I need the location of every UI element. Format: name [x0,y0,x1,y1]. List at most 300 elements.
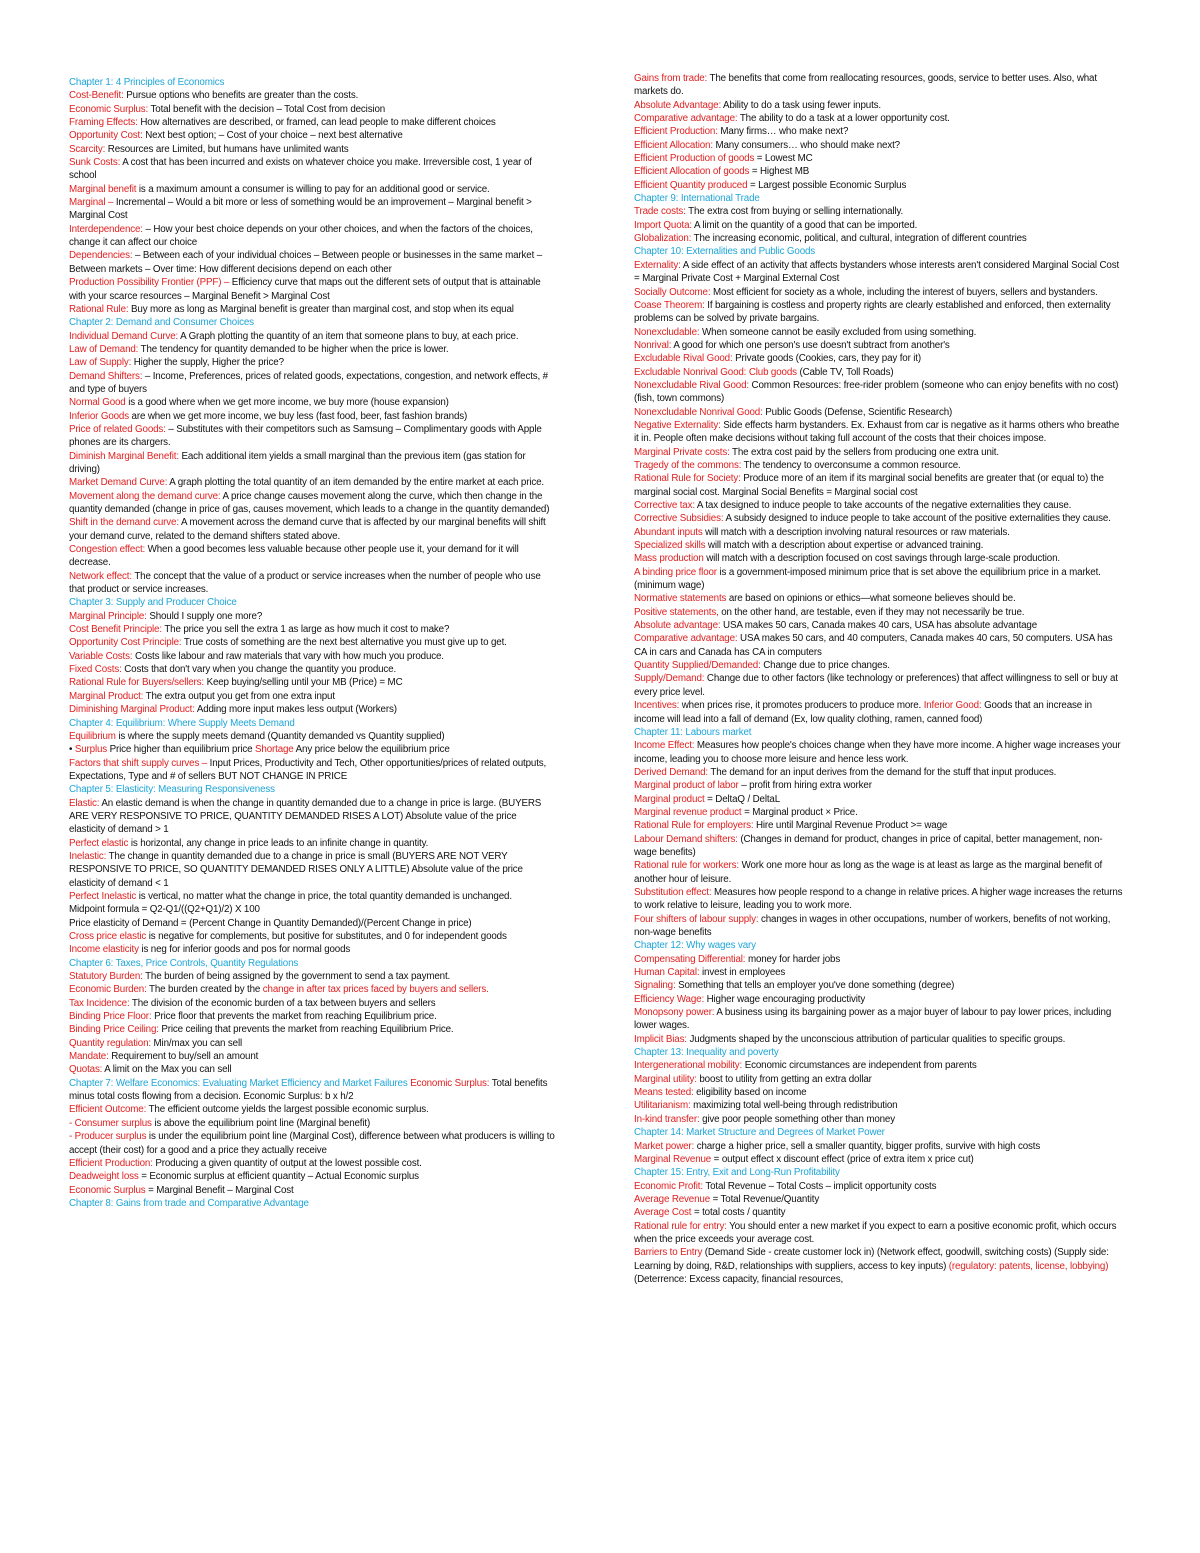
definition-text: The extra output you get from one extra input [143,690,335,702]
chapter-heading [69,316,555,329]
heading-text: Chapter 2: Demand and Consumer Choices [69,317,254,329]
definition-text: – profit from hiring extra worker [738,780,872,792]
term: Marginal Principle: [69,610,147,622]
term: Coase Theorem: [634,299,705,311]
note-entry [634,1246,1124,1286]
definition-text: Min/max you can sell [150,1037,243,1049]
definition-text: will match with a description about expertise or advanced training. [705,540,984,552]
heading-text: Chapter 4: Equilibrium: Where Supply Meets Demand [69,717,295,729]
note-entry [634,1206,1124,1219]
definition-text: Total benefit with the decision – Total Cost from decision [148,103,386,115]
term: Absolute Advantage: [634,99,722,111]
term: Incentives: [634,700,680,712]
note-entry [634,125,1124,138]
definition-text: The demand for an input derives from the demand for the stuff that input produces. [707,766,1057,778]
note-entry [69,997,555,1010]
term: Rational Rule for Buyers/sellers: [69,677,204,689]
term: Shortage [255,744,294,756]
term: Individual Demand Curve: [69,330,179,342]
definition-text: is where the supply meets demand (Quantity demanded vs Quantity supplied) [115,730,445,742]
term: change in after tax prices faced by buyers and sellers. [262,984,489,996]
definition-text: Price floor that prevents the market from reaching Equilibrium price. [151,1011,437,1023]
note-entry [69,1117,555,1130]
term: Trade costs: [634,206,686,218]
term: Elastic: [69,797,100,809]
note-entry [69,917,555,930]
term: Means tested: [634,1087,694,1099]
term: Monopsony power: [634,1007,715,1019]
definition-text: – Substitutes with their competitors such as Samsung – Complimentary goods with Apple phones are its chargers. [69,423,542,449]
term: Gains from trade: [634,73,708,84]
note-entry [69,943,555,956]
definition-text: – Between each of your individual choices – Between people or businesses in the same market – Between markets – Over time: How different decisions depend on each other [69,250,543,275]
term: Supply/Demand: [634,673,705,685]
note-entry [634,352,1124,365]
definition-text: is a government-imposed minimum price that is set above the equilibrium price in a market. (minimum wage) [634,566,1101,592]
note-entry [634,1220,1124,1247]
definition-text: If bargaining is costless and property rights are clearly established and enforced, then externality problems can be solved by private bargains. [634,299,1111,325]
definition-text: The concept that the value of a product or service increases when the number of people who use that product or service increases. [69,570,541,596]
term: Network effect: [69,570,132,582]
definition-text: Total benefits minus total costs flowing from a decision. Economic Surplus: b x h/2 [69,1077,548,1103]
note-entry [634,913,1124,940]
definition-text: = Marginal product × Price. [741,806,858,818]
term: Efficient Outcome: [69,1104,147,1116]
term: Externality: [634,259,681,271]
chapter-heading [69,957,555,970]
definition-text: The extra cost paid by the sellers from producing one extra unit. [729,446,999,458]
term: Binding Price Floor: [69,1011,152,1023]
term: Implicit Bias: [634,1033,687,1045]
definition-text: on the other hand, are testable, even if they may not necessarily be true. [718,606,1025,618]
note-entry [634,766,1124,779]
note-entry [634,566,1124,593]
definition-text: maximizing total well-being through redistribution [690,1100,898,1112]
chapter-heading [634,245,1124,258]
heading-text: Chapter 9: International Trade [634,193,760,205]
note-entry [69,129,555,142]
term: Specialized skills [634,540,706,552]
term: Marginal revenue product [634,806,742,818]
definition-text: The division of the economic burden of a tax between buyers and sellers [129,997,436,1009]
heading-text: Chapter 14: Market Structure and Degrees of Market Power [634,1127,885,1139]
term: Mandate: [69,1051,109,1063]
term: In-kind transfer: [634,1113,700,1125]
definition-text: when prices rise, it promotes producers to produce more. [679,700,924,712]
definition-text: Price elasticity of Demand = (Percent Change in Quantity Demanded)/(Percent Change in price) [69,917,472,929]
chapter-heading [634,1166,1124,1179]
term: Excludable Rival Good: [634,353,733,365]
definition-text: Each additional item yields a small marginal than the previous item (gas station for driving) [69,450,526,475]
definition-text: changes in wages in other occupations, number of workers, benefits of not working, non-wage benefits [634,913,1111,938]
term: Interdependence: [69,223,143,235]
term: Corrective tax: [634,500,695,511]
note-entry [634,1140,1124,1153]
note-entry [634,512,1124,525]
left-column [69,76,555,1210]
definition-text: A movement across the demand curve that is affected by our marginal benefits will shift your demand curve, related to the demand shifters stated above. [69,517,546,542]
term: Comparative advantage: [634,113,738,125]
term: Price of related Goods: [69,423,166,435]
definition-text: Many firms… who make next? [717,126,849,138]
term: Opportunity Cost Principle: [69,637,182,649]
definition-text: = Lowest MC [754,153,813,165]
definition-text: The benefits that come from reallocating resources, goods, service to better uses. Also, what markets do. [634,73,1097,98]
note-entry [69,663,555,676]
definition-text: is a good where when we get more income, we buy more (house expansion) [125,397,449,409]
note-entry [634,1180,1124,1193]
note-entry [634,232,1124,245]
note-entry [69,450,555,477]
term: Marginal Revenue [634,1153,712,1165]
definition-text: A price change causes movement along the curve, which then change in the quantity demanded (change in price of gas, causes movement, which leads to a change in the quantity demanded) [69,490,550,515]
note-entry [69,757,555,784]
term: Negative Externality: [634,419,721,431]
definition-text: are based on opinions or ethics—what someone believes should be. [726,593,1016,605]
note-entry [69,890,555,903]
note-entry [69,183,555,196]
definition-text: Efficiency curve that maps out the different sets of output that is attainable with your scarce resources – Marginal Benefit > Marginal Cost [69,277,541,302]
note-entry [634,72,1124,99]
definition-text: Many consumers… who should make next? [712,139,900,151]
chapter-heading [69,783,555,796]
heading-text: Chapter 12: Why wages vary [634,940,756,952]
term: Shift in the demand curve: [69,517,179,529]
definition-text: Next best option; – Cost of your choice – next best alternative [142,130,403,142]
definition-text: The price you sell the extra 1 as large as how much it cost to make? [161,624,450,636]
note-entry [69,636,555,649]
term: Income Effect: [634,740,695,752]
definition-text: is a maximum amount a consumer is willing to pay for an additional good or service. [136,183,490,195]
note-entry [69,850,555,890]
term: Inferior Good: [923,700,982,712]
note-entry [634,219,1124,232]
note-entry [634,619,1124,632]
definition-text: Ability to do a task using fewer inputs. [721,99,881,111]
definition-text: The tendency for quantity demanded to be higher when the price is lower. [138,343,449,355]
definition-text: = Total Revenue/Quantity [710,1193,820,1205]
definition-text: A graph plotting the total quantity of an item demanded by the entire market at each price. [167,477,544,489]
term: Average Cost [634,1207,692,1219]
term: Quantity regulation: [69,1037,151,1049]
definition-text: (Deterrence: Excess capacity, financial resources, [634,1273,844,1285]
term: Intergenerational mobility: [634,1060,743,1072]
definition-text: = DeltaQ / DeltaL [704,793,781,805]
chapter-heading [69,1197,555,1210]
term: Barriers to Entry [634,1247,703,1259]
definition-text: A Graph plotting the quantity of an item that someone plans to buy, at each price. [178,330,519,342]
note-entry [634,339,1124,352]
note-entry [69,703,555,716]
term: Labour Demand shifters: [634,833,738,845]
term: Inferior Goods [69,410,129,422]
definition-text: • [69,744,75,756]
definition-text: boost to utility from getting an extra dollar [696,1073,872,1085]
term: Scarcity: [69,143,106,155]
note-entry [634,1099,1124,1112]
term: Efficient Production: [634,126,718,138]
note-entry [634,446,1124,459]
note-entry [69,1130,555,1157]
definition-text: Common Resources: free-rider problem (someone who can enjoy benefits with no cost) (fish, town commons) [634,379,1119,405]
definition-text: Something that tells an employer you've done something (degree) [675,980,955,992]
term: Perfect Inelastic [69,890,137,902]
note-entry [634,99,1124,112]
definition-text: Higher the supply, Higher the price? [131,357,284,369]
definition-text: eligibility based on income [693,1087,807,1099]
definition-text: Midpoint formula = Q2-Q1/((Q2+Q1)/2) X 100 [69,904,260,916]
term: Economic Surplus: [410,1077,490,1089]
note-entry [634,1059,1124,1072]
definition-text: Measures how people respond to a change in relative prices. A higher wage increases the returns to work relative to leisure, leading you to work more. [634,886,1123,912]
definition-text: is under the equilibrium point line (Marginal Cost), difference between what producers is willing to accept (their cost) for a good and a price they actually receive [69,1131,555,1156]
note-entry [634,1153,1124,1166]
definition-text: The extra cost from buying or selling internationally. [685,206,904,218]
note-entry [69,1103,555,1116]
term: Fixed Costs: [69,664,122,676]
note-entry [634,286,1124,299]
definition-text: The burden of being assigned by the government to send a tax payment. [142,971,451,983]
note-entry [634,379,1124,406]
note-entry [634,152,1124,165]
heading-text: Chapter 10: Externalities and Public Goods [634,246,816,258]
note-entry [69,970,555,983]
note-entry [634,659,1124,672]
term: Nonexcludable Rival Good: [634,379,749,391]
note-entry [69,1050,555,1063]
definition-text: will match with a description focused on cost savings through large-scale production. [703,553,1060,565]
term: Diminish Marginal Benefit: [69,450,179,462]
term: Four shifters of labour supply: [634,913,759,925]
note-entry [69,690,555,703]
note-entry [634,1193,1124,1206]
note-entry [69,570,555,597]
note-entry [634,886,1124,913]
heading-text: Chapter 8: Gains from trade and Comparative Advantage [69,1197,309,1209]
note-entry [634,539,1124,552]
note-entry [634,966,1124,979]
term: Rational rule for workers: [634,860,739,872]
definition-text: Incremental – Would a bit more or less of something would be an improvement – Marginal benefit > Marginal Cost [69,197,532,222]
note-entry [634,1086,1124,1099]
definition-text: A limit on the Max you can sell [102,1064,232,1076]
term: Efficient Production of goods [634,153,755,165]
term: Surplus [74,744,108,756]
note-entry [69,837,555,850]
definition-text: Keep buying/selling until your MB (Price) = MC [204,677,403,689]
term: Marginal product [634,793,705,805]
term: Average Revenue [634,1193,711,1205]
note-entry [69,516,555,543]
definition-text: Requirement to buy/sell an amount [108,1051,259,1063]
term: Tragedy of the commons: [634,459,742,471]
definition-text: Input Prices, Productivity and Tech, Other opportunities/prices of related outputs, Expectations, Type and # of sellers BUT NOT CHANGE IN PRICE [69,757,547,782]
definition-text: An elastic demand is when the change in quantity demanded due to a change in price is large. (BUYERS ARE VERY RESPONSIVE TO PRICE, QUANTITY DEMANDED RISES A LOT) Absolute value of the price elasticity of demand > 1 [69,797,542,836]
note-entry [69,423,555,450]
note-entry [69,370,555,397]
term: Inelastic: [69,850,107,862]
definition-text: Most efficient for society as a whole, including the interest of buyers, sellers and bystanders. [710,286,1098,298]
definition-text: = Economic surplus at efficient quantity – Actual Economic surplus [138,1171,419,1183]
term: Globalization: [634,233,692,245]
term: Signaling: [634,980,676,992]
definition-text: A cost that has been incurred and exists on whatever choice you make. Irreversible cost, 1 year of school [69,157,532,182]
chapter-heading [69,76,555,89]
definition-text: The increasing economic, political, and cultural, integration of different countries [691,233,1027,245]
definition-text: Public Goods (Defense, Scientific Research) [762,406,953,418]
term: Efficient Allocation of goods [634,166,750,178]
term: Marginal Private costs: [634,446,730,458]
definition-text: True costs of something are the next best alternative you must give up to get. [181,637,507,649]
note-entry [634,1073,1124,1086]
term: Economic Surplus: [69,103,149,115]
term: - Producer surplus [69,1131,147,1143]
note-entry [69,303,555,316]
definition-text: Change due to other factors (like technology or preferences) that affect willingness to sell or buy at every price level. [634,673,1118,698]
definition-text: money for harder jobs [745,953,841,965]
definition-text: (Changes in demand for product, changes in price of capital, better management, non-wage benefits) [634,833,1103,858]
note-entry [69,1157,555,1170]
definition-text: Any price below the equilibrium price [293,744,450,756]
term: Production Possibility Frontier (PPF) – [69,277,230,289]
definition-text: – How your best choice depends on your other choices, and when the factors of the choices, change it can affect our choice [69,223,533,249]
definition-text: Economic circumstances are independent from parents [742,1060,977,1072]
note-entry [634,699,1124,726]
note-entry [634,979,1124,992]
note-entry [634,632,1124,659]
term: Absolute advantage: [634,620,721,632]
note-entry [634,953,1124,966]
note-entry [634,299,1124,326]
note-entry [634,739,1124,766]
term: Deadweight loss [69,1171,139,1183]
term: Human Capital: [634,967,700,979]
definition-text: invest in employees [699,967,786,979]
note-entry [634,366,1124,379]
term: Efficient Production: [69,1157,153,1169]
definition-text: The efficient outcome yields the largest possible economic surplus. [146,1104,429,1116]
definition-text: How alternatives are described, or framed, can lead people to make different choices [137,117,496,129]
chapter-heading [634,1046,1124,1059]
definition-text: Higher wage encouraging productivity [704,993,866,1005]
chapter-heading [634,939,1124,952]
term: Economic Profit: [634,1180,703,1192]
term: (regulatory: patents, license, lobbying) [948,1260,1109,1272]
term: Opportunity Cost: [69,130,143,142]
definition-text: is horizontal, any change in price leads to an infinite change in quantity. [128,837,429,849]
note-entry [69,249,555,276]
note-entry [634,859,1124,886]
chapter-heading [69,717,555,730]
note-entry [69,89,555,102]
note-entry [69,610,555,623]
definition-text: is negative for complements, but positive for substitutes, and 0 for independent goods [146,931,507,942]
term: Tax Incidence: [69,997,130,1009]
note-entry [69,223,555,250]
definition-text: The change in quantity demanded due to a change in price is small (BUYERS ARE NOT VERY RESPONSIVE TO PRICE, SO QUANTITY DEMANDED RISES ONLY A LITTLE) Absolute value of the price elasticity of demand < 1 [69,850,523,889]
definition-text: (Demand Side - create customer lock in) (Network effect, goodwill, switching costs) (Supply side: Learning by doing, R&D, relationships with suppliers, access to key inputs) [634,1247,1109,1272]
chapter-heading [69,1077,555,1104]
note-entry [69,983,555,996]
definition-text: Price higher than equilibrium price [107,744,256,756]
term: - Consumer surplus [69,1117,152,1129]
note-entry [69,1170,555,1183]
note-entry [634,592,1124,605]
term: Variable Costs: [69,650,133,662]
note-entry [69,543,555,570]
term: Market power: [634,1140,695,1152]
note-entry [634,139,1124,152]
definition-text: Change due to price changes. [760,660,890,672]
definition-text: will match with a description involving natural resources or raw materials. [702,526,1010,538]
definition-text: give poor people something other than money [699,1113,895,1125]
term: Marginal – [69,197,114,209]
definition-text: Hire until Marginal Revenue Product >= wage [753,820,948,832]
term: Comparative advantage: [634,633,738,645]
note-entry [634,1006,1124,1033]
note-entry [69,103,555,116]
term: Movement along the demand curve: [69,490,221,502]
term: Marginal Product: [69,690,144,702]
note-entry [69,1037,555,1050]
note-entry [634,205,1124,218]
note-entry [69,356,555,369]
note-entry [69,490,555,517]
definition-text: Buy more as long as Marginal benefit is greater than marginal cost, and stop when its equal [128,303,514,315]
definition-text: Work one more hour as long as the wage is at least as large as the marginal benefit of another hour of leisure. [634,860,1103,885]
note-entry [634,993,1124,1006]
definition-text: – Income, Preferences, prices of related goods, expectations, congestion, and network effects, # and type of buyers [69,370,548,395]
term: Economic Surplus [69,1184,146,1196]
term: Abundant inputs [634,526,703,538]
definition-text: Resources are Limited, but humans have unlimited wants [105,143,349,155]
note-entry [634,472,1124,499]
definition-text: = Highest MB [749,166,810,178]
term: Cross price elastic [69,931,147,942]
note-entry [634,165,1124,178]
term: Nonrival: [634,339,672,351]
chapter-heading [634,192,1124,205]
definition-text: is above the equilibrium point line (Marginal benefit) [151,1117,371,1129]
term: Income elasticity [69,944,139,956]
note-entry [634,112,1124,125]
definition-text: = Largest possible Economic Surplus [747,179,907,191]
note-entry [69,1023,555,1036]
definition-text: When someone cannot be easily excluded from using something. [699,326,977,338]
definition-text: charge a higher price, sell a smaller quantity, bigger profits, survive with high costs [694,1140,1041,1152]
note-entry [634,833,1124,860]
chapter-heading [634,726,1124,739]
note-entry [634,499,1124,512]
note-entry [69,156,555,183]
term: Congestion effect: [69,544,146,556]
note-entry [634,793,1124,806]
note-entry [634,1113,1124,1126]
note-entry [69,1063,555,1076]
definition-text: The tendency to overconsume a common resource. [741,459,961,471]
heading-text: Chapter 1: 4 Principles of Economics [69,77,225,88]
term: Efficient Quantity produced [634,179,748,191]
note-entry [634,806,1124,819]
term: Positive statements, [634,606,719,618]
note-entry [69,623,555,636]
definition-text: Pursue options who benefits are greater than the costs. [123,90,359,102]
heading-text: Chapter 5: Elasticity: Measuring Responsiveness [69,784,275,796]
definition-text: The ability to do a task at a lower opportunity cost. [737,113,950,125]
note-entry [634,1033,1124,1046]
term: Corrective Subsidies: [634,513,724,525]
term: Excludable Nonrival Good: Club goods [634,366,797,378]
